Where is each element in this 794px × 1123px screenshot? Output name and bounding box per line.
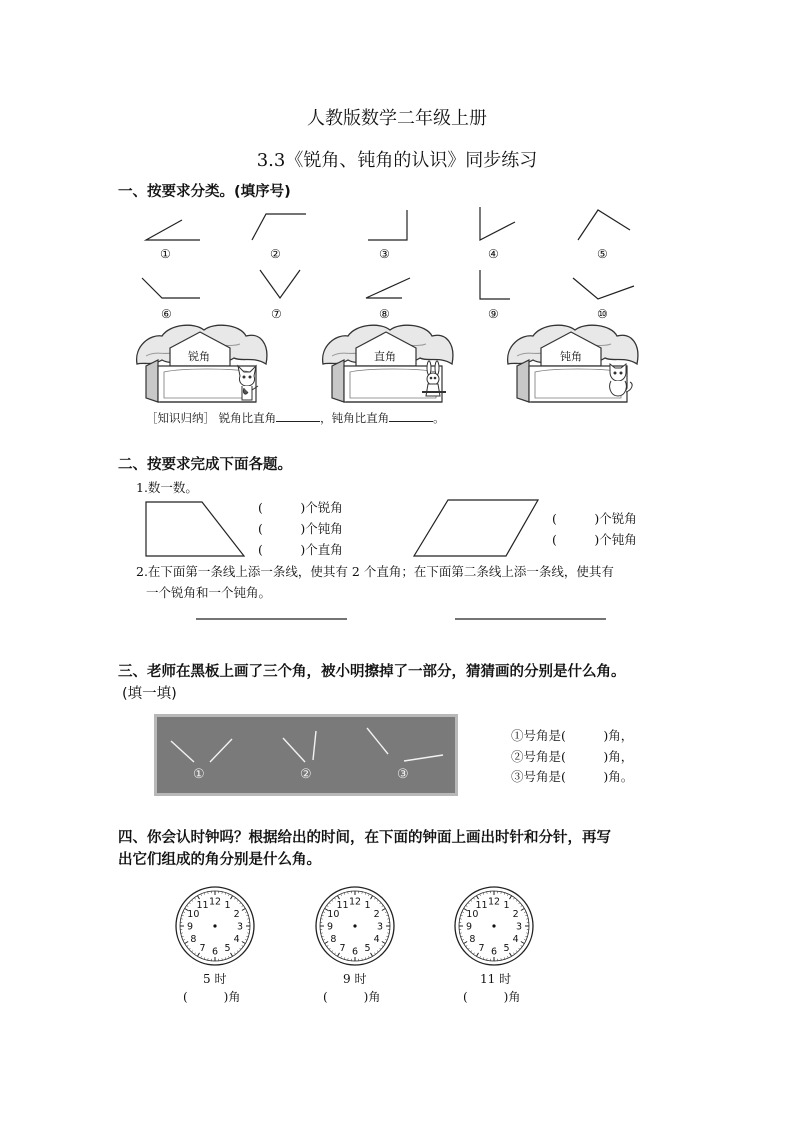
- clock-number: 4: [233, 934, 240, 945]
- clock-number: 2: [512, 909, 519, 920]
- clock-center: [492, 924, 495, 927]
- angle-number: ⑨: [488, 307, 499, 321]
- clock-face[interactable]: [455, 887, 533, 965]
- clock-number: 6: [211, 946, 219, 958]
- clock-number: 4: [512, 934, 519, 945]
- clock-number: 9: [186, 921, 194, 933]
- page-subtitle: 3.3《锐角、钝角的认识》同步练习: [256, 150, 538, 171]
- clock-number: 12: [348, 896, 362, 908]
- clock-number: 10: [466, 909, 479, 920]
- clock-number: 7: [339, 943, 346, 955]
- clock-number: 4: [373, 934, 380, 945]
- section2-heading: 二、按要求完成下面各题。: [118, 457, 292, 473]
- section3-heading: 三、老师在黑板上画了三个角，被小明擦掉了一部分，猜猜画的分别是什么角。: [118, 664, 626, 680]
- board-answer-2[interactable]: ②号角是( )角，: [511, 749, 634, 764]
- clock-number: 11: [475, 899, 488, 911]
- summary-prefix: ［知识归纳］ 锐角比直角: [146, 411, 277, 425]
- count-acute-right[interactable]: ( )个锐角: [552, 511, 637, 526]
- clock-time-1: 5 时: [203, 972, 227, 986]
- clock-number: 1: [364, 899, 371, 911]
- clock-time-2: 9 时: [343, 972, 367, 986]
- clock-number: 2: [233, 909, 240, 920]
- angle-number: ⑥: [161, 307, 172, 321]
- summary-mid: ，钝角比直角: [320, 411, 390, 425]
- q2-text-line1: 2.在下面第一条线上添一条线，使其有 2 个直角；在下面第二条线上添一条线，使其有: [136, 564, 614, 579]
- angle-number: ⑦: [271, 307, 282, 321]
- angle-number: ⑩: [597, 307, 608, 321]
- board-answer-3[interactable]: ③号角是( )角。: [511, 769, 634, 784]
- clock-number: 9: [465, 921, 473, 933]
- clock-number: 8: [330, 934, 337, 945]
- clock-face[interactable]: [316, 887, 394, 965]
- board-number-3: ③: [397, 767, 409, 782]
- clock-answer-1[interactable]: ( )角: [183, 990, 241, 1004]
- count-obtuse-right[interactable]: ( )个钝角: [552, 532, 637, 547]
- clock-number: 9: [326, 921, 334, 933]
- angle-number: ①: [160, 247, 171, 261]
- clock-center: [213, 924, 216, 927]
- clock-number: 6: [490, 946, 498, 958]
- page-title: 人教版数学二年级上册: [307, 108, 487, 129]
- section1-heading: 一、按要求分类。(填序号): [118, 184, 291, 200]
- count-right-left[interactable]: ( )个直角: [258, 542, 343, 557]
- clock-number: 12: [487, 896, 501, 908]
- clock-number: 7: [199, 943, 206, 955]
- clock-number: 7: [478, 943, 485, 955]
- section4-heading-line1: 四、你会认时钟吗？根据给出的时间，在下面的钟面上画出时针和分针，再写: [118, 830, 611, 846]
- angle-number: ⑤: [597, 247, 608, 261]
- summary-end: 。: [433, 411, 445, 425]
- clock-number: 8: [190, 934, 197, 945]
- board-answer-1[interactable]: ①号角是( )角，: [511, 728, 634, 743]
- section4-heading-line2: 出它们组成的角分别是什么角。: [118, 852, 321, 868]
- clock-number: 11: [196, 899, 209, 911]
- house-label-right: 直角: [374, 350, 396, 363]
- clock-answer-2[interactable]: ( )角: [323, 990, 381, 1004]
- clock-number: 6: [351, 946, 359, 958]
- clock-number: 5: [224, 943, 231, 955]
- clock-number: 8: [469, 934, 476, 945]
- count-obtuse-left[interactable]: ( )个钝角: [258, 521, 343, 536]
- clock-number: 11: [336, 899, 349, 911]
- clock-number: 5: [364, 943, 371, 955]
- clock-number: 3: [515, 921, 523, 933]
- clock-number: 10: [187, 909, 200, 920]
- angle-number: ②: [270, 247, 281, 261]
- angle-number: ③: [379, 247, 390, 261]
- clock-number: 3: [236, 921, 244, 933]
- house-label-obtuse: 钝角: [560, 350, 582, 363]
- clock-number: 2: [373, 909, 380, 920]
- angle-number: ④: [488, 247, 499, 261]
- clock-number: 5: [503, 943, 510, 955]
- house-label-acute: 锐角: [188, 350, 210, 363]
- clock-number: 3: [376, 921, 384, 933]
- clock-number: 10: [327, 909, 340, 920]
- q2-text-line2: 一个锐角和一个钝角。: [146, 585, 272, 600]
- clock-number: 1: [503, 899, 510, 911]
- q1-label: 1.数一数。: [136, 480, 198, 495]
- clock-number: 1: [224, 899, 231, 911]
- board-number-1: ①: [193, 767, 205, 782]
- board-number-2: ②: [300, 767, 312, 782]
- clock-time-3: 11 时: [480, 972, 512, 986]
- count-acute-left[interactable]: ( )个锐角: [258, 500, 343, 515]
- angle-number: ⑧: [379, 307, 390, 321]
- clock-center: [353, 924, 356, 927]
- section3-sub: (填一填): [122, 686, 177, 702]
- clock-face[interactable]: [176, 887, 254, 965]
- clock-number: 12: [208, 896, 222, 908]
- clock-answer-3[interactable]: ( )角: [463, 990, 521, 1004]
